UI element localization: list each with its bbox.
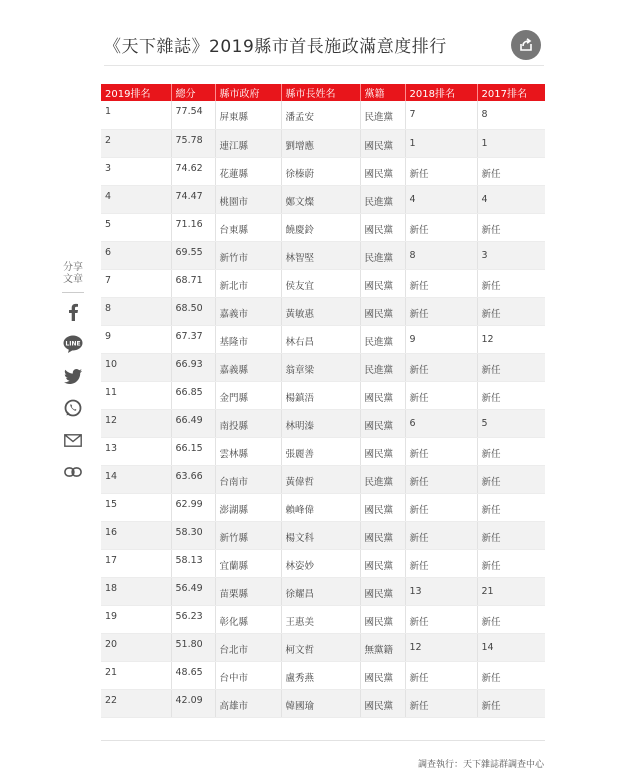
party-cell: 國民黨 (360, 381, 405, 409)
rank-2017-cell: 5 (477, 409, 545, 437)
rank-2018-cell: 新任 (405, 465, 477, 493)
rank-cell: 12 (101, 409, 171, 437)
score-cell: 48.65 (171, 661, 215, 689)
mayor-name-cell: 徐耀昌 (281, 577, 360, 605)
rank-cell: 7 (101, 269, 171, 297)
ranking-table (101, 84, 545, 718)
rank-2018-cell: 新任 (405, 381, 477, 409)
table-row (101, 185, 545, 213)
score-cell: 77.54 (171, 101, 215, 129)
rank-2017-cell: 新任 (477, 213, 545, 241)
rank-2017-cell: 新任 (477, 549, 545, 577)
score-cell: 74.62 (171, 157, 215, 185)
rank-2017-cell: 新任 (477, 269, 545, 297)
column-header: 黨籍 (360, 84, 405, 101)
rank-cell: 11 (101, 381, 171, 409)
rank-2017-cell: 新任 (477, 661, 545, 689)
rank-cell: 17 (101, 549, 171, 577)
table-body (101, 101, 545, 717)
score-cell: 74.47 (171, 185, 215, 213)
government-cell: 花蓮縣 (215, 157, 281, 185)
rank-cell: 6 (101, 241, 171, 269)
party-cell: 國民黨 (360, 297, 405, 325)
score-cell: 66.93 (171, 353, 215, 381)
table-row (101, 101, 545, 129)
share-button[interactable] (511, 30, 541, 60)
rank-cell: 10 (101, 353, 171, 381)
rank-2018-cell: 6 (405, 409, 477, 437)
facebook-icon[interactable] (62, 301, 84, 323)
mayor-name-cell: 饒慶鈴 (281, 213, 360, 241)
share-sidebar (58, 262, 88, 493)
party-cell: 國民黨 (360, 129, 405, 157)
government-cell: 屏東縣 (215, 101, 281, 129)
table-row (101, 213, 545, 241)
email-icon[interactable] (62, 429, 84, 451)
rank-2018-cell: 13 (405, 577, 477, 605)
government-cell: 台南市 (215, 465, 281, 493)
mayor-name-cell: 林智堅 (281, 241, 360, 269)
rank-cell: 16 (101, 521, 171, 549)
mayor-name-cell: 劉增應 (281, 129, 360, 157)
rank-cell: 14 (101, 465, 171, 493)
rank-2017-cell: 新任 (477, 381, 545, 409)
government-cell: 彰化縣 (215, 605, 281, 633)
rank-cell: 13 (101, 437, 171, 465)
score-cell: 66.49 (171, 409, 215, 437)
rank-2017-cell: 21 (477, 577, 545, 605)
rank-2017-cell: 12 (477, 325, 545, 353)
rank-2017-cell: 新任 (477, 157, 545, 185)
mayor-name-cell: 楊鎮浯 (281, 381, 360, 409)
mayor-name-cell: 王惠美 (281, 605, 360, 633)
column-header: 縣市政府 (215, 84, 281, 101)
party-cell: 民進黨 (360, 325, 405, 353)
mayor-name-cell: 柯文哲 (281, 633, 360, 661)
column-header: 2017排名 (477, 84, 545, 101)
mayor-name-cell: 林明溱 (281, 409, 360, 437)
rank-cell: 1 (101, 101, 171, 129)
government-cell: 桃園市 (215, 185, 281, 213)
rank-2017-cell: 新任 (477, 605, 545, 633)
score-cell: 51.80 (171, 633, 215, 661)
mayor-name-cell: 鄭文燦 (281, 185, 360, 213)
party-cell: 國民黨 (360, 157, 405, 185)
rank-2018-cell: 8 (405, 241, 477, 269)
rank-2017-cell: 新任 (477, 353, 545, 381)
column-header: 縣市長姓名 (281, 84, 360, 101)
party-cell: 國民黨 (360, 549, 405, 577)
government-cell: 苗栗縣 (215, 577, 281, 605)
party-cell: 國民黨 (360, 269, 405, 297)
rank-2017-cell: 8 (477, 101, 545, 129)
mayor-name-cell: 潘孟安 (281, 101, 360, 129)
mayor-name-cell: 徐榛蔚 (281, 157, 360, 185)
rank-2018-cell: 新任 (405, 493, 477, 521)
rank-2018-cell: 新任 (405, 437, 477, 465)
score-cell: 69.55 (171, 241, 215, 269)
party-cell: 民進黨 (360, 185, 405, 213)
rank-cell: 19 (101, 605, 171, 633)
government-cell: 台東縣 (215, 213, 281, 241)
rank-cell: 15 (101, 493, 171, 521)
table-row (101, 605, 545, 633)
rank-cell: 4 (101, 185, 171, 213)
share-icon (518, 37, 534, 53)
table-row (101, 521, 545, 549)
rank-2018-cell: 新任 (405, 213, 477, 241)
rank-2018-cell: 新任 (405, 605, 477, 633)
rank-cell: 5 (101, 213, 171, 241)
share-label: 分享 文章 (63, 262, 83, 285)
party-cell: 國民黨 (360, 689, 405, 717)
score-cell: 58.13 (171, 549, 215, 577)
mayor-name-cell: 楊文科 (281, 521, 360, 549)
mayor-name-cell: 林右昌 (281, 325, 360, 353)
table-row (101, 297, 545, 325)
score-cell: 56.49 (171, 577, 215, 605)
party-cell: 民進黨 (360, 101, 405, 129)
mayor-name-cell: 韓國瑜 (281, 689, 360, 717)
score-cell: 68.71 (171, 269, 215, 297)
rank-2017-cell: 14 (477, 633, 545, 661)
rank-cell: 9 (101, 325, 171, 353)
score-cell: 63.66 (171, 465, 215, 493)
party-cell: 民進黨 (360, 465, 405, 493)
rank-2017-cell: 3 (477, 241, 545, 269)
rank-2018-cell: 1 (405, 129, 477, 157)
table-row (101, 241, 545, 269)
party-cell: 國民黨 (360, 437, 405, 465)
rank-2018-cell: 12 (405, 633, 477, 661)
party-cell: 無黨籍 (360, 633, 405, 661)
table-row (101, 437, 545, 465)
survey-credit: 調查執行：天下雜誌群調查中心 (417, 760, 544, 770)
government-cell: 雲林縣 (215, 437, 281, 465)
table-row (101, 269, 545, 297)
party-cell: 國民黨 (360, 213, 405, 241)
share-divider (62, 292, 84, 293)
mayor-name-cell: 黃敏惠 (281, 297, 360, 325)
government-cell: 基隆市 (215, 325, 281, 353)
rank-cell: 8 (101, 297, 171, 325)
table-header-row (101, 84, 545, 101)
rank-cell: 18 (101, 577, 171, 605)
party-cell: 民進黨 (360, 353, 405, 381)
svg-text:LINE: LINE (65, 340, 81, 348)
rank-2017-cell: 新任 (477, 437, 545, 465)
line-icon[interactable] (62, 333, 84, 355)
table-row (101, 633, 545, 661)
mayor-name-cell: 張麗善 (281, 437, 360, 465)
mayor-name-cell: 黃偉哲 (281, 465, 360, 493)
government-cell: 嘉義市 (215, 297, 281, 325)
table-row (101, 325, 545, 353)
column-header: 總分 (171, 84, 215, 101)
party-cell: 民進黨 (360, 241, 405, 269)
party-cell: 國民黨 (360, 577, 405, 605)
rank-2018-cell: 7 (405, 101, 477, 129)
rank-2017-cell: 新任 (477, 297, 545, 325)
column-header: 2018排名 (405, 84, 477, 101)
rank-2017-cell: 新任 (477, 465, 545, 493)
twitter-icon[interactable] (62, 365, 84, 387)
government-cell: 澎湖縣 (215, 493, 281, 521)
rank-2018-cell: 新任 (405, 297, 477, 325)
mayor-name-cell: 盧秀燕 (281, 661, 360, 689)
score-cell: 58.30 (171, 521, 215, 549)
score-cell: 75.78 (171, 129, 215, 157)
government-cell: 新竹縣 (215, 521, 281, 549)
table-row (101, 661, 545, 689)
rank-2018-cell: 新任 (405, 549, 477, 577)
rank-2017-cell: 新任 (477, 689, 545, 717)
rank-cell: 2 (101, 129, 171, 157)
column-header: 2019排名 (101, 84, 171, 101)
score-cell: 66.85 (171, 381, 215, 409)
mayor-name-cell: 賴峰偉 (281, 493, 360, 521)
party-cell: 國民黨 (360, 409, 405, 437)
rank-cell: 21 (101, 661, 171, 689)
table-row (101, 409, 545, 437)
table-row (101, 381, 545, 409)
rank-2018-cell: 新任 (405, 157, 477, 185)
government-cell: 台中市 (215, 661, 281, 689)
government-cell: 宜蘭縣 (215, 549, 281, 577)
party-cell: 國民黨 (360, 605, 405, 633)
score-cell: 42.09 (171, 689, 215, 717)
table-row (101, 157, 545, 185)
government-cell: 金門縣 (215, 381, 281, 409)
table-row (101, 129, 545, 157)
score-cell: 67.37 (171, 325, 215, 353)
rank-2017-cell: 1 (477, 129, 545, 157)
rank-cell: 20 (101, 633, 171, 661)
rank-2017-cell: 新任 (477, 493, 545, 521)
rank-cell: 3 (101, 157, 171, 185)
table-row (101, 549, 545, 577)
copy-link-icon[interactable] (62, 461, 84, 483)
table-row (101, 353, 545, 381)
government-cell: 嘉義縣 (215, 353, 281, 381)
government-cell: 新竹市 (215, 241, 281, 269)
party-cell: 國民黨 (360, 493, 405, 521)
rank-2018-cell: 新任 (405, 269, 477, 297)
score-cell: 56.23 (171, 605, 215, 633)
rank-2018-cell: 9 (405, 325, 477, 353)
rank-cell: 22 (101, 689, 171, 717)
party-cell: 國民黨 (360, 661, 405, 689)
mayor-name-cell: 侯友宜 (281, 269, 360, 297)
page-title: 《天下雜誌》2019縣市首長施政滿意度排行 (104, 37, 447, 57)
rank-2017-cell: 4 (477, 185, 545, 213)
table-row (101, 493, 545, 521)
government-cell: 台北市 (215, 633, 281, 661)
score-cell: 62.99 (171, 493, 215, 521)
party-cell: 國民黨 (360, 521, 405, 549)
government-cell: 連江縣 (215, 129, 281, 157)
government-cell: 南投縣 (215, 409, 281, 437)
rank-2018-cell: 4 (405, 185, 477, 213)
rank-2018-cell: 新任 (405, 689, 477, 717)
whatsapp-icon[interactable] (62, 397, 84, 419)
government-cell: 高雄市 (215, 689, 281, 717)
rank-2018-cell: 新任 (405, 353, 477, 381)
mayor-name-cell: 翁章梁 (281, 353, 360, 381)
government-cell: 新北市 (215, 269, 281, 297)
score-cell: 66.15 (171, 437, 215, 465)
score-cell: 71.16 (171, 213, 215, 241)
mayor-name-cell: 林姿妙 (281, 549, 360, 577)
title-divider (104, 65, 544, 66)
table-row (101, 577, 545, 605)
rank-2018-cell: 新任 (405, 661, 477, 689)
score-cell: 68.50 (171, 297, 215, 325)
table-bottom-divider (101, 740, 545, 741)
table-row (101, 689, 545, 717)
rank-2017-cell: 新任 (477, 521, 545, 549)
table-row (101, 465, 545, 493)
rank-2018-cell: 新任 (405, 521, 477, 549)
